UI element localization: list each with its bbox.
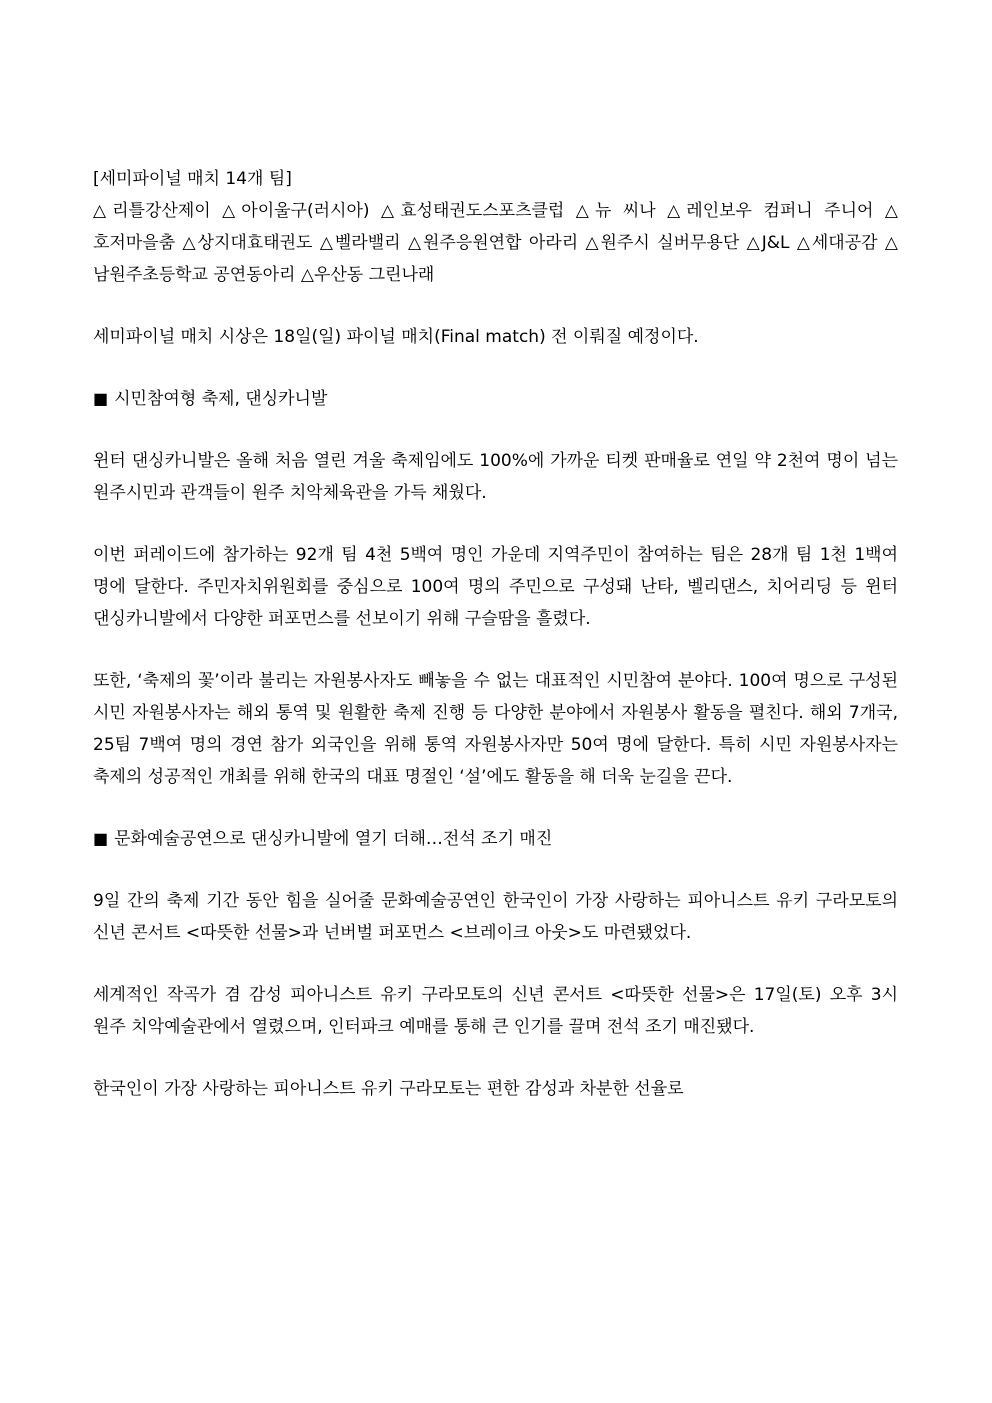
paragraph: 윈터 댄싱카니발은 올해 처음 열린 겨울 축제임에도 100%에 가까운 티켓 판매율로 연일 약 2천여 명이 넘는 원주시민과 관객들이 원주 치악체육관을 가득 채웠다.	[93, 451, 898, 503]
semifinal-title: [세미파이널 매치 14개 팀]	[93, 169, 292, 189]
paragraph: 세계적인 작곡가 겸 감성 피아니스트 유키 구라모토의 신년 콘서트 <따뜻한 선물>은 17일(토) 오후 3시 원주 치악예술관에서 열렸으며, 인터파크 예매를 통해 큰 인기를 끌며 전석 조기 매진됐다.	[93, 985, 898, 1037]
square-bullet-icon: ■	[93, 829, 109, 848]
section-heading-text: 문화예술공연으로 댄싱카니발에 열기 더해…전석 조기 매진	[114, 829, 553, 849]
square-bullet-icon: ■	[93, 389, 109, 408]
section-heading-text: 시민참여형 축제, 댄싱카니발	[114, 389, 328, 409]
paragraph: 한국인이 가장 사랑하는 피아니스트 유키 구라모토는 편한 감성과 차분한 선율로	[93, 1079, 684, 1099]
semifinal-team-list: △리틀강산제이 △아이울구(러시아) △효성태권도스포츠클럽 △뉴 씨나 △레인보우 컴퍼니 주니어 △호저마을춤 △상지대효태권도 △벨라밸리 △원주응원연합 아라리 △원주시 실버무용단 △J&L △세대공감 △남원주초등학교 공연동아리 △우산동 그린나래	[93, 201, 898, 285]
section-heading-citizen-festival	[93, 383, 898, 415]
paragraph: 이번 퍼레이드에 참가하는 92개 팀 4천 5백여 명인 가운데 지역주민이 참여하는 팀은 28개 팀 1천 1백여 명에 달한다. 주민자치위원회를 중심으로 100여 명의 주민으로 구성돼 난타, 벨리댄스, 치어리딩 등 윈터 댄싱카니발에서 다양한 퍼포먼스를 선보이기 위해 구슬땀을 흘렸다.	[93, 545, 898, 629]
paragraph: 또한, ‘축제의 꽃’이라 불리는 자원봉사자도 빼놓을 수 없는 대표적인 시민참여 분야다. 100여 명으로 구성된 시민 자원봉사자는 해외 통역 및 원활한 축제 진행 등 다양한 분야에서 자원봉사 활동을 펼친다. 해외 7개국, 25팀 7백여 명의 경연 참가 외국인을 위해 통역 자원봉사자만 50여 명에 달한다. 특히 시민 자원봉사자는 축제의 성공적인 개최를 위해 한국의 대표 명절인 ‘설’에도 활동을 해 더욱 눈길을 끈다.	[93, 671, 898, 787]
document-page	[93, 163, 898, 1105]
paragraph: 9일 간의 축제 기간 동안 힘을 실어줄 문화예술공연인 한국인이 가장 사랑하는 피아니스트 유키 구라모토의 신년 콘서트 <따뜻한 선물>과 넌버벌 퍼포먼스 <브레이크 아웃>도 마련됐었다.	[93, 891, 898, 943]
section-heading-culture-performance	[93, 823, 898, 855]
semifinal-award-paragraph: 세미파이널 매치 시상은 18일(일) 파이널 매치(Final match) 전 이뤄질 예정이다.	[93, 327, 699, 347]
